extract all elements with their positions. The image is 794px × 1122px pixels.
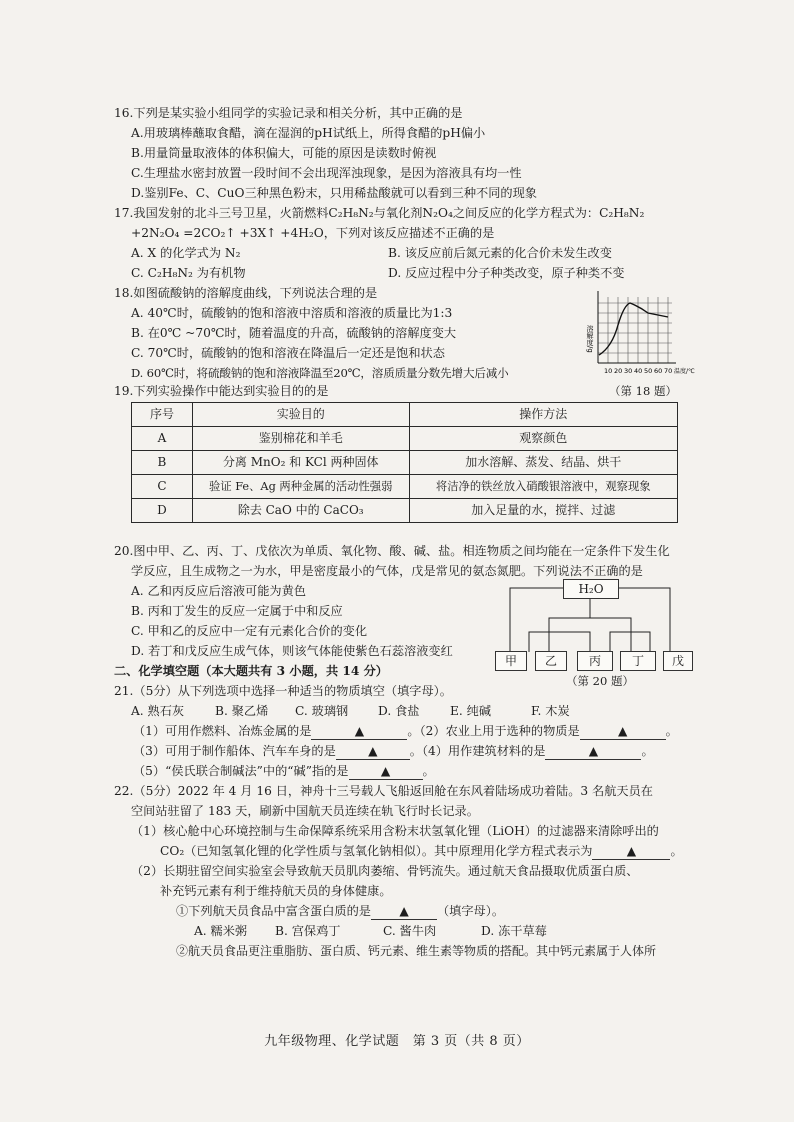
q17-equation: +2N₂O₄ =2CO₂↑ +3X↑ +4H₂O，下列对该反应描述不正确的是	[131, 226, 495, 240]
q16-option-a: A.用玻璃棒蘸取食醋，滴在湿润的pH试纸上，所得食醋的pH偏小	[131, 126, 486, 140]
page-footer: 九年级物理、化学试题 第 3 页（共 8 页）	[264, 1034, 530, 1049]
h2o-box: H₂O	[563, 579, 619, 599]
q22-line-2: 空间站驻留了 183 天，刷新中国航天员连续在轨飞行时长记录。	[131, 804, 479, 818]
q18-option-b: B. 在0℃ ~70℃时，随着温度的升高，硫酸钠的溶解度变大	[131, 326, 457, 340]
row-method: 观察颜色	[409, 427, 677, 451]
q22-line-7-tail: （填字母）。	[437, 904, 505, 918]
row-method: 将洁净的铁丝放入硝酸银溶液中，观察现象	[409, 475, 677, 499]
box-ding: 丁	[620, 651, 656, 671]
solubility-curve	[599, 303, 668, 355]
q22-blank-equation[interactable]: ▲	[592, 843, 670, 860]
q17-option-c: C. C₂H₈N₂ 为有机物	[131, 266, 246, 280]
box-bing: 丙	[577, 651, 613, 671]
q21-part-1	[133, 722, 678, 742]
box-wu: 戊	[663, 651, 693, 671]
q21-option-f: F. 木炭	[531, 704, 570, 718]
x-tick-20: 20	[614, 367, 623, 375]
q20-caption: （第 20 题）	[566, 674, 634, 688]
q21-blank-4[interactable]: ▲	[545, 743, 641, 760]
q21-blank-5[interactable]: ▲	[349, 763, 423, 780]
q22-line-7	[176, 902, 504, 922]
row-method: 加水溶解、蒸发、结晶、烘干	[409, 451, 677, 475]
q22-option-d: D. 冻干草莓	[481, 924, 547, 938]
q17-option-b: B. 该反应前后氮元素的化合价未发生改变	[388, 246, 612, 260]
q21-blank-3[interactable]: ▲	[336, 743, 410, 760]
q22-line-8: ②航天员食品更注重脂肪、蛋白质、钙元素、维生素等物质的搭配。其中钙元素属于人体所	[176, 944, 657, 958]
q21-option-a: A. 熟石灰	[131, 704, 185, 718]
solubility-curve-figure	[586, 283, 698, 377]
q21-end-2: 。	[665, 724, 678, 738]
q21-option-c: C. 玻璃钢	[295, 704, 349, 718]
q16-option-b: B.用量筒量取液体的体积偏大，可能的原因是读数时俯视	[131, 146, 437, 160]
table-row	[132, 475, 678, 499]
q18-option-d: D. 60℃时，将硫酸钠的饱和溶液降温至20℃，溶质质量分数先增大后减小	[131, 366, 509, 380]
box-yi: 乙	[535, 651, 567, 671]
q20-option-a: A. 乙和丙反应后溶液可能为黄色	[131, 584, 306, 598]
box-jia: 甲	[495, 651, 527, 671]
q20-stem-2: 学反应，且生成物之一为水，甲是密度最小的气体，戊是常见的氨态氮肥。下列说法不正确的是	[131, 564, 643, 578]
q22-option-b: B. 宫保鸡丁	[275, 924, 341, 938]
q21-end-5: 。	[422, 764, 435, 778]
q21-part-1-text: （1）可用作燃料、冶炼金属的是	[133, 724, 312, 738]
q20-stem-1: 20.图中甲、乙、丙、丁、戊依次为单质、氧化物、酸、碱、盐。相连物质之间均能在一定条件下发生化	[114, 544, 670, 558]
q21-option-e: E. 纯碱	[450, 704, 492, 718]
q18-option-a: A. 40℃时，硫酸钠的饱和溶液中溶质和溶液的质量比为1:3	[131, 306, 453, 320]
q16-option-d: D.鉴别Fe、C、CuO三种黑色粉末，只用稀盐酸就可以看到三种不同的现象	[131, 186, 537, 200]
q19-table	[131, 402, 678, 523]
row-purpose: 验证 Fe、Ag 两种金属的活动性强弱	[192, 475, 409, 499]
q21-blank-2[interactable]: ▲	[580, 723, 666, 740]
q22-line-4-text: CO₂（已知氢氧化锂的化学性质与氢氧化钠相似）。其中原理用化学方程式表示为	[160, 844, 593, 858]
q22-line-4	[160, 842, 683, 862]
q21-blank-1[interactable]: ▲	[311, 723, 407, 740]
x-tick-70: 70	[664, 367, 673, 375]
q22-line-5: （2）长期驻留空间实验室会导致航天员肌肉萎缩、骨钙流失。通过航天食品摄取优质蛋白质、	[131, 864, 639, 878]
q22-line-1: 22.（5分）2022 年 4 月 16 日，神舟十三号载人飞船返回舱在东风着陆场成功着陆。3 名航天员在	[114, 784, 653, 798]
q18-caption: （第 18 题）	[609, 384, 677, 398]
q21-part-3	[133, 742, 654, 762]
q20-option-c: C. 甲和乙的反应中一定有元素化合价的变化	[131, 624, 368, 638]
section-2-heading: 二、化学填空题（本大题共有 3 小题，共 14 分）	[114, 664, 388, 678]
q21-end-4: 。	[641, 744, 654, 758]
row-purpose: 分离 MnO₂ 和 KCl 两种固体	[192, 451, 409, 475]
table-header-row	[132, 403, 678, 427]
row-index: D	[132, 499, 193, 523]
table-row	[132, 427, 678, 451]
q21-part-4-text: 。（4）用作建筑材料的是	[409, 744, 546, 758]
row-index: A	[132, 427, 193, 451]
q18-stem: 18.如图硫酸钠的溶解度曲线，下列说法合理的是	[114, 286, 378, 300]
row-method: 加入足量的水，搅拌、过滤	[409, 499, 677, 523]
q21-stem: 21.（5分）从下列选项中选择一种适当的物质填空（填字母）。	[114, 684, 452, 698]
q18-option-c: C. 70℃时，硫酸钠的饱和溶液在降温后一定还是饱和状态	[131, 346, 445, 360]
row-purpose: 鉴别棉花和羊毛	[192, 427, 409, 451]
x-tick-10: 10	[604, 367, 613, 375]
q21-part-5	[133, 762, 435, 782]
header-method: 操作方法	[409, 403, 677, 427]
q22-blank-protein[interactable]: ▲	[371, 903, 437, 920]
x-tick-30: 30	[624, 367, 633, 375]
q20-option-d: D. 若丁和戊反应生成气体，则该气体能使紫色石蕊溶液变红	[131, 644, 453, 658]
q17-stem: 17.我国发射的北斗三号卫星，火箭燃料C₂H₈N₂与氧化剂N₂O₄之间反应的化学方程式为：C₂H₈N₂	[114, 206, 645, 220]
y-axis-label: 溶解度/g	[586, 325, 594, 353]
q22-option-a: A. 糯米粥	[194, 924, 248, 938]
x-tick-50: 50	[644, 367, 653, 375]
row-index: C	[132, 475, 193, 499]
x-axis-label: 温度/℃	[674, 368, 695, 375]
q19-stem: 19.下列实验操作中能达到实验目的的是	[114, 384, 329, 398]
q22-line-3: （1）核心舱中心环境控制与生命保障系统采用含粉末状氢氧化锂（LiOH）的过滤器来清除呼出的	[131, 824, 659, 838]
q16-stem: 16.下列是某实验小组同学的实验记录和相关分析，其中正确的是	[114, 106, 463, 120]
q21-part-3-text: （3）可用于制作船体、汽车车身的是	[133, 744, 336, 758]
x-tick-40: 40	[634, 367, 643, 375]
row-purpose: 除去 CaO 中的 CaCO₃	[192, 499, 409, 523]
q21-option-b: B. 聚乙烯	[215, 704, 269, 718]
q22-line-7-text: ①下列航天员食品中富含蛋白质的是	[176, 904, 371, 918]
q22-line-6: 补充钙元素有利于维持航天员的身体健康。	[160, 884, 392, 898]
q16-option-c: C.生理盐水密封放置一段时间不会出现浑浊现象，是因为溶液具有均一性	[131, 166, 522, 180]
q20-option-b: B. 丙和丁发生的反应一定属于中和反应	[131, 604, 343, 618]
q21-part-2-text: 。（2）农业上用于选种的物质是	[407, 724, 580, 738]
q21-part-5-text: （5）“侯氏联合制碱法”中的“碱”指的是	[133, 764, 349, 778]
header-index: 序号	[132, 403, 193, 427]
row-index: B	[132, 451, 193, 475]
q17-option-a: A. X 的化学式为 N₂	[131, 246, 241, 260]
header-purpose: 实验目的	[192, 403, 409, 427]
x-tick-60: 60	[654, 367, 663, 375]
q22-end-1: 。	[670, 844, 683, 858]
q17-option-d: D. 反应过程中分子种类改变，原子种类不变	[388, 266, 625, 280]
q21-option-d: D. 食盐	[378, 704, 420, 718]
table-row	[132, 451, 678, 475]
table-row	[132, 499, 678, 523]
q22-option-c: C. 酱牛肉	[383, 924, 437, 938]
